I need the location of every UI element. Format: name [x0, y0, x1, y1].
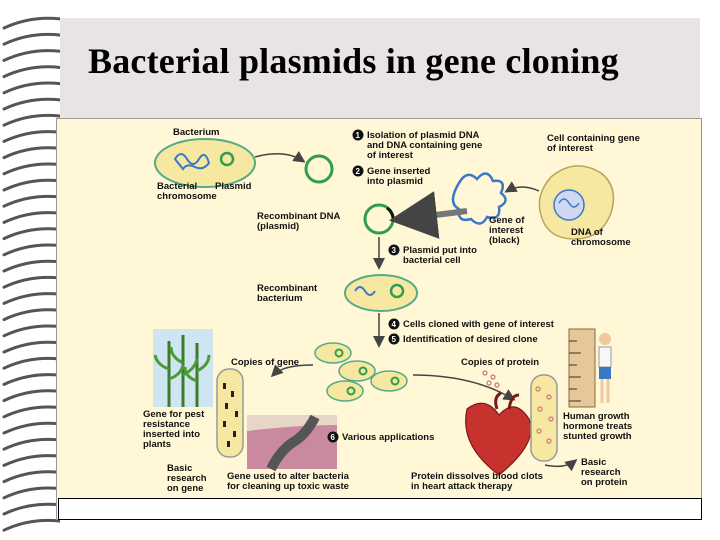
label-recombinant-bacterium-1: Recombinant — [257, 283, 318, 294]
diagram-canvas — [57, 119, 701, 499]
caption-bar — [58, 498, 702, 520]
recombinant-bacterium-illustration — [345, 275, 417, 311]
label-gene-pest-3: inserted into — [143, 429, 201, 440]
label-gene-interest-1: Gene of — [489, 215, 525, 226]
label-recombinant-bacterium-2: bacterium — [257, 293, 303, 304]
arrow-gene-into-plasmid — [401, 211, 467, 219]
label-gene-pest-2: resistance — [143, 419, 191, 430]
step1-line1: Isolation of plasmid DNA — [367, 130, 480, 141]
isolated-plasmid-icon — [306, 156, 332, 182]
slide-title: Bacterial plasmids in gene cloning — [88, 41, 619, 81]
step6-text: Various applications — [342, 432, 435, 443]
label-recombinant-dna-1: Recombinant DNA — [257, 211, 341, 222]
label-plasmid: Plasmid — [215, 181, 252, 192]
step1-line2: and DNA containing gene — [367, 140, 483, 151]
label-basic-protein-3: on protein — [581, 477, 628, 488]
protein-test-tube-illustration — [531, 375, 557, 461]
label-gene-pest-4: plants — [143, 439, 171, 450]
heart-illustration — [466, 393, 531, 475]
label-bacterium: Bacterium — [173, 127, 220, 138]
label-recombinant-dna-2: (plasmid) — [257, 221, 300, 232]
label-gene-interest-2: interest — [489, 225, 524, 236]
label-growth-1: Human growth — [563, 411, 630, 422]
step3-line1: Plasmid put into — [403, 245, 477, 256]
label-bacterial-chromosome-1: Bacterial — [157, 181, 198, 192]
label-dna-chromosome-2: chromosome — [571, 237, 631, 248]
step-number-4: 4 — [391, 320, 396, 329]
label-dna-chromosome-1: DNA of — [571, 227, 603, 238]
step5-text: Identification of desired clone — [403, 334, 538, 345]
step1-line3: of interest — [367, 150, 413, 161]
label-cell-gene-1: Cell containing gene — [547, 133, 640, 144]
label-copies-gene: Copies of gene — [231, 357, 300, 368]
step2-line1: Gene inserted — [367, 166, 431, 177]
protein-dots-icon — [483, 371, 499, 387]
label-bacterial-chromosome-2: chromosome — [157, 191, 217, 202]
step-number-6: 6 — [330, 433, 335, 442]
corn-plants-illustration — [153, 329, 213, 407]
label-basic-gene-3: on gene — [167, 483, 204, 494]
label-growth-2: hormone treats — [563, 421, 633, 432]
spiral-binding-icon — [0, 0, 60, 540]
cloning-diagram — [56, 118, 702, 520]
bacterium-illustration — [155, 139, 255, 187]
step-number-5: 5 — [391, 335, 396, 344]
label-gene-pest-1: Gene for pest — [143, 409, 205, 420]
step-number-1: 1 — [355, 131, 360, 140]
step-number-3: 3 — [391, 246, 396, 255]
label-basic-gene-2: research — [167, 473, 207, 484]
label-basic-protein-2: research — [581, 467, 621, 478]
gene-test-tube-illustration — [217, 369, 243, 457]
toxic-waste-illustration — [247, 415, 337, 469]
label-blood-clots-1: Protein dissolves blood clots — [411, 471, 543, 482]
step3-line2: bacterial cell — [403, 255, 461, 266]
step2-line2: into plasmid — [367, 176, 423, 187]
label-growth-3: stunted growth — [563, 431, 632, 442]
label-basic-gene-1: Basic — [167, 463, 193, 474]
label-toxic-waste-1: Gene used to alter bacteria — [227, 471, 349, 482]
label-gene-interest-3: (black) — [489, 235, 520, 246]
arrow-bacterium-to-plasmid — [255, 154, 303, 161]
label-blood-clots-2: in heart attack therapy — [411, 481, 513, 492]
label-basic-protein-1: Basic — [581, 457, 607, 468]
label-copies-protein: Copies of protein — [461, 357, 540, 368]
label-cell-gene-2: of interest — [547, 143, 593, 154]
step-number-2: 2 — [355, 167, 360, 176]
step4-text: Cells cloned with gene of interest — [403, 319, 554, 330]
growth-chart-illustration — [569, 329, 611, 407]
arrow-to-basic-protein — [545, 461, 575, 466]
cloned-bacteria-illustration — [315, 343, 407, 401]
label-toxic-waste-2: for cleaning up toxic waste — [227, 481, 349, 492]
arrow-cell-to-dna — [507, 187, 539, 191]
